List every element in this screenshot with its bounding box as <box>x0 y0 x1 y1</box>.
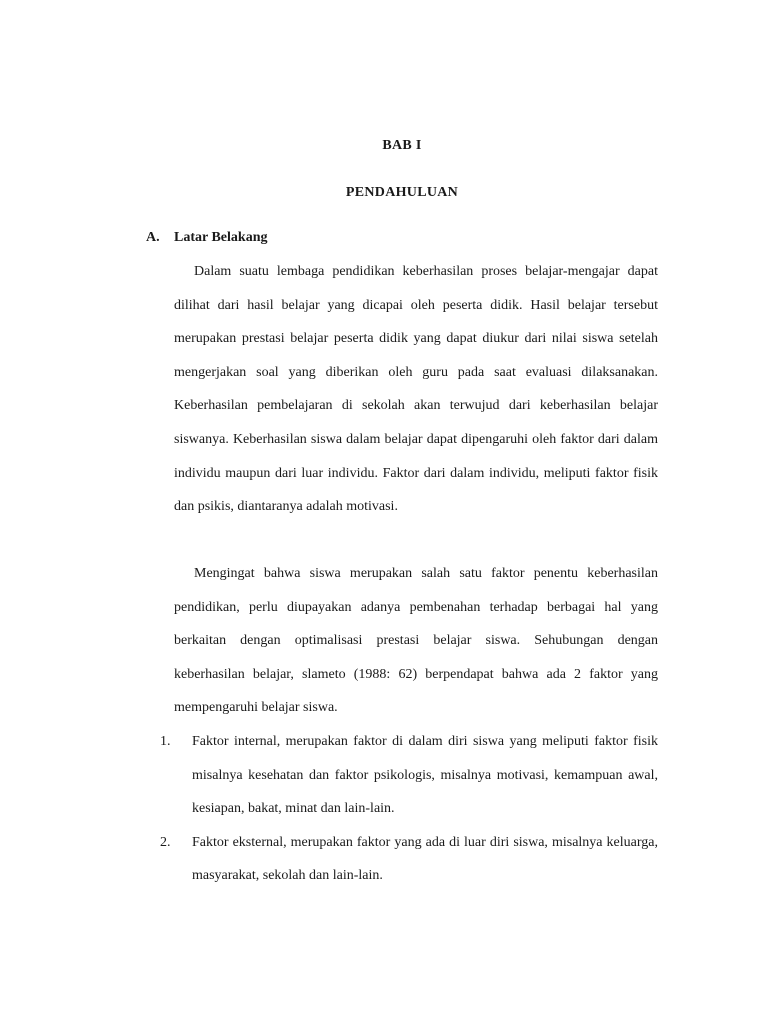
list-item-number: 1. <box>160 734 171 749</box>
factor-list <box>160 725 658 893</box>
paragraph: Mengingat bahwa siswa merupakan salah satu faktor penentu keberhasilan pendidikan, perlu diupayakan adanya pembenahan terhadap berbagai hal yang berkaitan dengan optimalisasi prestasi belajar siswa. Sehubungan dengan keberhasilan belajar, slameto (1988: 62) berpendapat bahwa ada 2 faktor yang mempengaruhi belajar siswa. <box>174 566 658 716</box>
chapter-number: BAB I <box>382 138 422 153</box>
list-item-text: Faktor eksternal, merupakan faktor yang ada di luar diri siswa, misalnya keluarga, masyarakat, sekolah dan lain-lain. <box>192 834 658 884</box>
list-item <box>160 826 658 893</box>
list-item-number: 2. <box>160 834 171 850</box>
section-heading <box>146 230 267 246</box>
chapter-title: PENDAHULUAN <box>345 185 459 200</box>
list-item-text: Faktor internal, merupakan faktor di dalam diri siswa yang meliputi faktor fisik misalnya kesehatan dan faktor psikologis, misalnya motivasi, kemampuan awal, kesiapan, bakat, minat dan lain-lain. <box>192 734 658 817</box>
section-letter: A. <box>146 230 160 245</box>
paragraph: Dalam suatu lembaga pendidikan keberhasilan proses belajar-mengajar dapat dilihat dari hasil belajar yang dicapai oleh peserta didik. Hasil belajar tersebut merupakan prestasi belajar peserta didik yang dapat diukur dari nilai siswa setelah mengerjakan soal yang diberikan oleh guru pada saat evaluasi dilaksanakan. Keberhasilan pembelajaran di sekolah akan terwujud dari keberhasilan belajar siswanya. Keberhasilan siswa dalam belajar dapat dipengaruhi oleh faktor dari dalam individu maupun dari luar individu. Faktor dari dalam individu, meliputi faktor fisik dan psikis, diantaranya adalah motivasi. <box>174 264 658 515</box>
section-title: Latar Belakang <box>174 230 268 245</box>
list-item <box>160 725 658 826</box>
